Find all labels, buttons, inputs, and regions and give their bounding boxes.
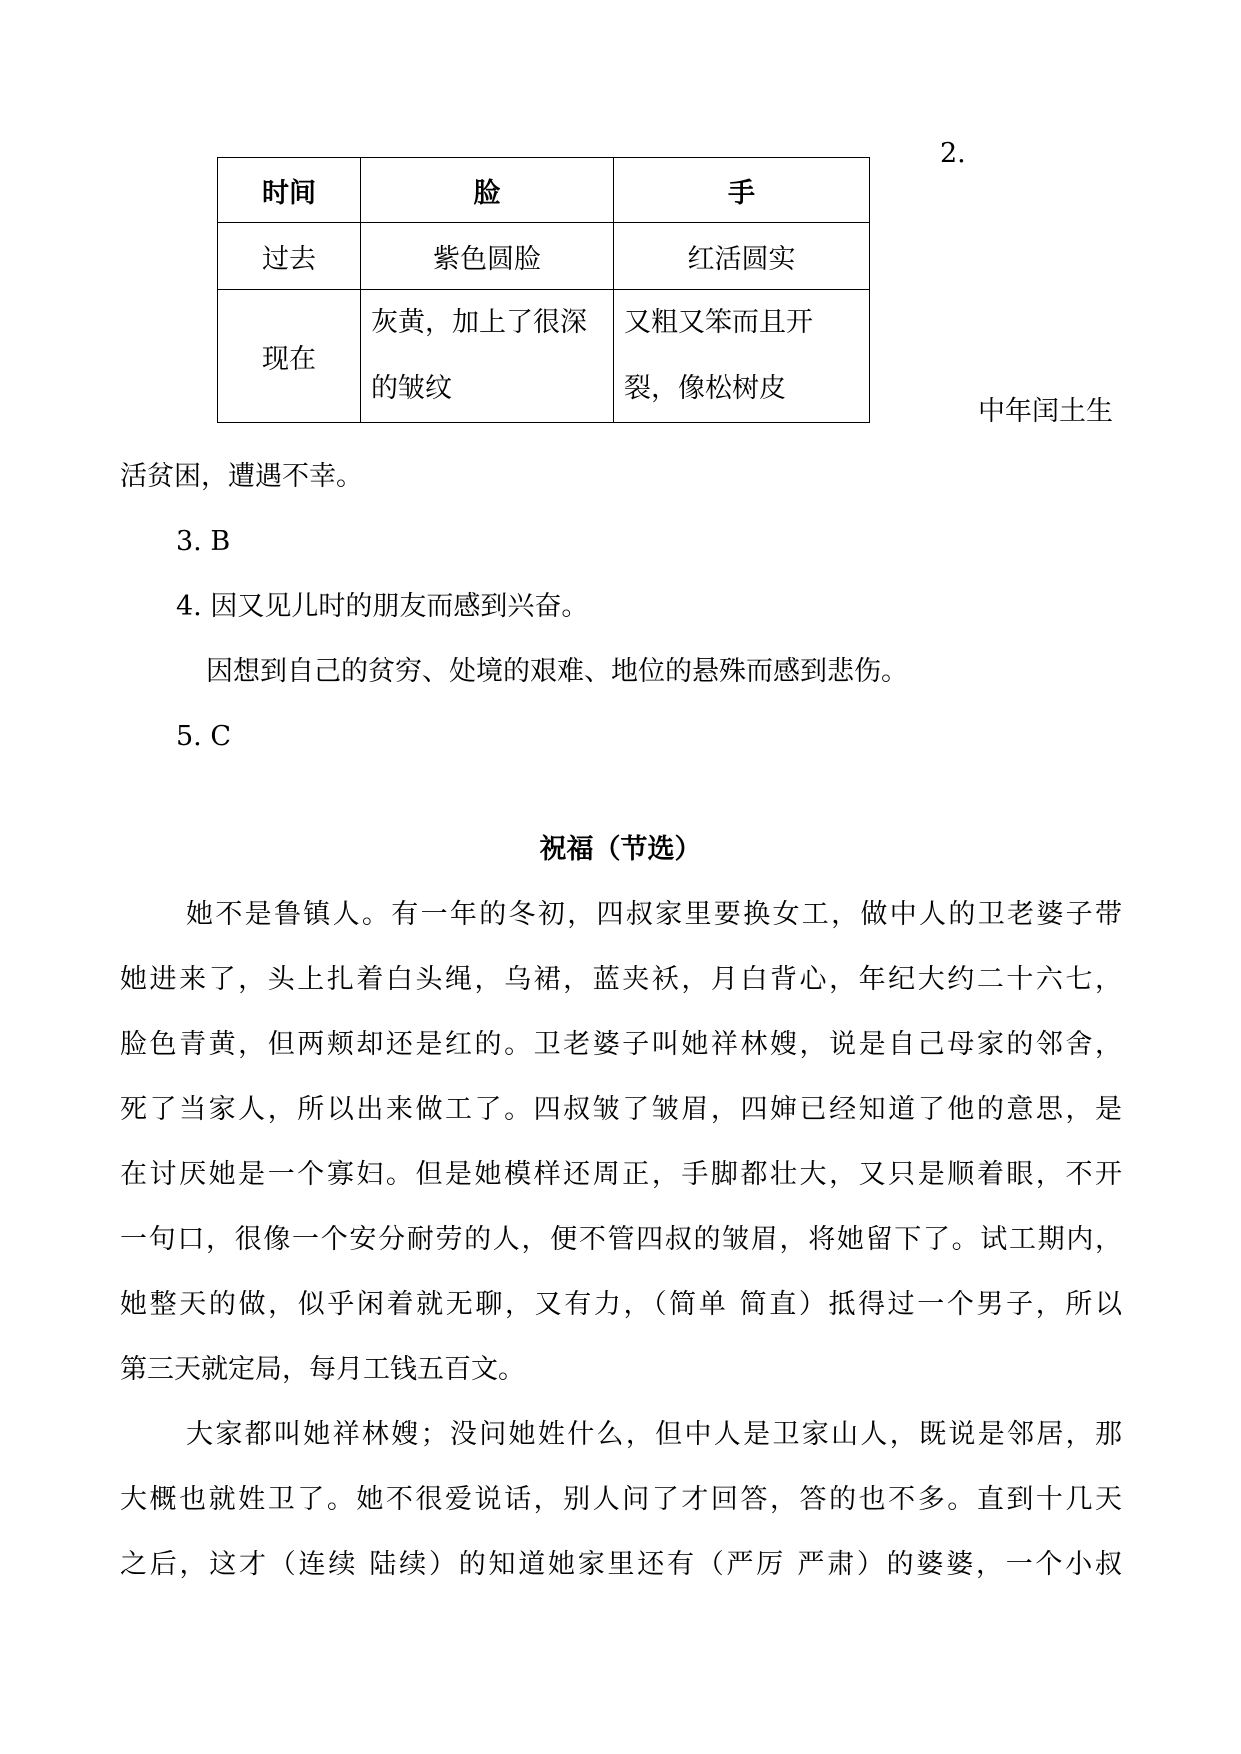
- answer-3: 3. B: [176, 526, 231, 557]
- passage-line: 她进来了，头上扎着白头绳，乌裙，蓝夹袄，月白背心，年纪大约二十六七，: [120, 964, 1122, 995]
- passage-line: 脸色青黄，但两颊却还是红的。卫老婆子叫她祥林嫂，说是自己母家的邻舍，: [120, 1029, 1122, 1060]
- cell-now-time: 现在: [218, 290, 361, 423]
- header-face: 脸: [361, 158, 614, 223]
- cell-now-hand: 又粗又笨而且开裂，像松树皮: [614, 290, 870, 423]
- passage-line: 她不是鲁镇人。有一年的冬初，四叔家里要换女工，做中人的卫老婆子带: [186, 899, 1122, 930]
- passage-title: 祝福（节选）: [539, 834, 702, 865]
- passage-line: 在讨厌她是一个寡妇。但是她模样还周正，手脚都壮大，又只是顺着眼，不开: [120, 1159, 1122, 1190]
- answer-5: 5. C: [176, 721, 232, 752]
- passage-line: 大家都叫她祥林嫂；没问她姓什么，但中人是卫家山人，既说是邻居，那: [186, 1419, 1122, 1450]
- passage-line: 一句口，很像一个安分耐劳的人，便不管四叔的皱眉，将她留下了。试工期内，: [120, 1224, 1122, 1255]
- question-2-conclusion-part2: 活贫困，遭遇不幸。: [120, 461, 363, 492]
- cell-past-hand: 红活圆实: [614, 223, 870, 290]
- question-2-conclusion-part1: 中年闰土生: [978, 396, 1113, 427]
- answer-4-line-2: 因想到自己的贫穷、处境的艰难、地位的悬殊而感到悲伤。: [206, 656, 908, 687]
- passage-line: 第三天就定局，每月工钱五百文。: [120, 1354, 525, 1385]
- answer-4-line-1: 4. 因又见儿时的朋友而感到兴奋。: [176, 591, 589, 622]
- cell-now-face: 灰黄，加上了很深的皱纹: [361, 290, 614, 423]
- passage-line: 她整天的做，似乎闲着就无聊，又有力，（简单 简直）抵得过一个男子，所以: [120, 1289, 1122, 1320]
- cell-past-face: 紫色圆脸: [361, 223, 614, 290]
- cell-past-time: 过去: [218, 223, 361, 290]
- header-hand: 手: [614, 158, 870, 223]
- comparison-table: [217, 157, 870, 423]
- question-2-number: 2.: [940, 138, 966, 169]
- table-row: [218, 223, 870, 290]
- passage-line: 之后，这才（连续 陆续）的知道她家里还有（严厉 严肃）的婆婆，一个小叔: [120, 1549, 1122, 1580]
- passage-line: 大概也就姓卫了。她不很爱说话，别人问了才回答，答的也不多。直到十几天: [120, 1484, 1122, 1515]
- passage-line: 死了当家人，所以出来做工了。四叔皱了皱眉，四婶已经知道了他的意思，是: [120, 1094, 1122, 1125]
- header-time: 时间: [218, 158, 361, 223]
- table-header-row: [218, 158, 870, 223]
- table-row: [218, 290, 870, 423]
